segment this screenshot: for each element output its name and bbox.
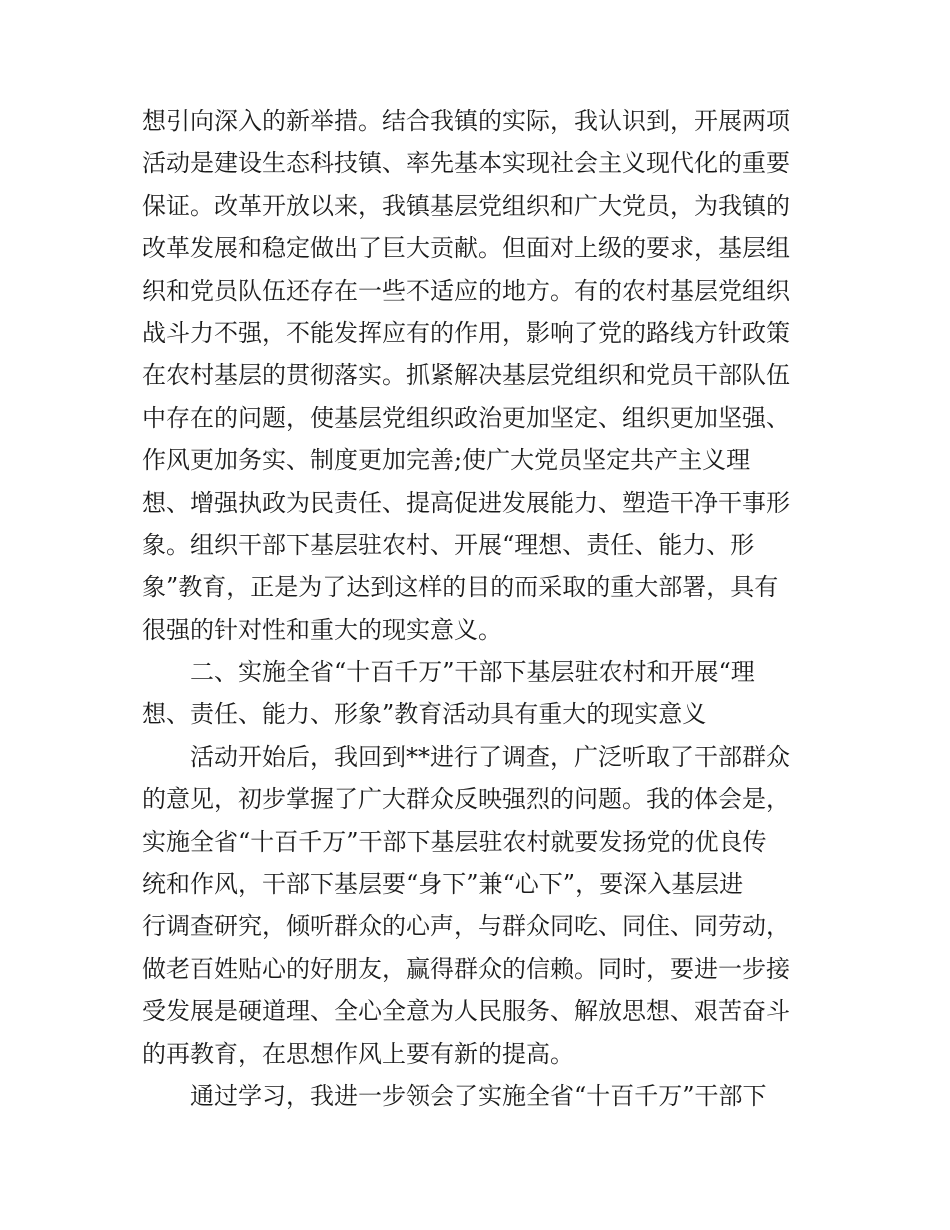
text-line: 做老百姓贴心的好朋友，赢得群众的信赖。同时，要进一步接 xyxy=(142,954,790,983)
text-line: 的再教育，在思想作风上要有新的提高。 xyxy=(142,1039,574,1068)
text-line: 受发展是硬道理、全心全意为人民服务、解放思想、艰苦奋斗 xyxy=(142,997,790,1026)
text-line: 象。组织干部下基层驻农村、开展“理想、责任、能力、形 xyxy=(142,530,755,559)
text-line: 战斗力不强，不能发挥应有的作用，影响了党的路线方针政策 xyxy=(142,318,790,347)
text-line: 活动是建设生态科技镇、率先基本实现社会主义现代化的重要 xyxy=(142,149,790,178)
text-line: 想、增强执政为民责任、提高促进发展能力、塑造干净干事形 xyxy=(142,488,790,517)
text-line: 统和作风，干部下基层要“身下”兼“心下”，要深入基层进 xyxy=(142,870,744,899)
text-line: 象”教育，正是为了达到这样的目的而采取的重大部署，具有 xyxy=(142,573,779,602)
text-line: 改革发展和稳定做出了巨大贡献。但面对上级的要求，基层组 xyxy=(142,234,790,263)
text-line: 织和党员队伍还存在一些不适应的地方。有的农村基层党组织 xyxy=(142,276,790,305)
text-line: 想、责任、能力、形象”教育活动具有重大的现实意义 xyxy=(142,700,707,729)
text-line: 实施全省“十百千万”干部下基层驻农村就要发扬党的优良传 xyxy=(142,827,767,856)
text-line: 在农村基层的贯彻落实。抓紧解决基层党组织和党员干部队伍 xyxy=(142,361,790,390)
text-line: 的意见，初步掌握了广大群众反映强烈的问题。我的体会是， xyxy=(142,785,790,814)
text-line: 很强的针对性和重大的现实意义。 xyxy=(142,615,502,644)
text-line: 行调查研究，倾听群众的心声，与群众同吃、同住、同劳动， xyxy=(142,912,790,941)
text-line: 中存在的问题，使基层党组织政治更加坚定、组织更加坚强、 xyxy=(142,403,790,432)
paragraph-first-line: 活动开始后，我回到**进行了调查，广泛听取了干部群众 xyxy=(190,742,790,771)
paragraph-first-line: 二、实施全省“十百千万”干部下基层驻农村和开展“理 xyxy=(190,658,755,687)
text-line: 想引向深入的新举措。结合我镇的实际，我认识到，开展两项 xyxy=(142,107,790,135)
body-text xyxy=(142,100,822,1117)
text-line: 作风更加务实、制度更加完善;使广大党员坚定共产主义理 xyxy=(142,446,751,475)
paragraph-first-line: 通过学习，我进一步领会了实施全省“十百千万”干部下 xyxy=(190,1081,767,1110)
text-line: 保证。改革开放以来，我镇基层党组织和广大党员，为我镇的 xyxy=(142,191,790,220)
